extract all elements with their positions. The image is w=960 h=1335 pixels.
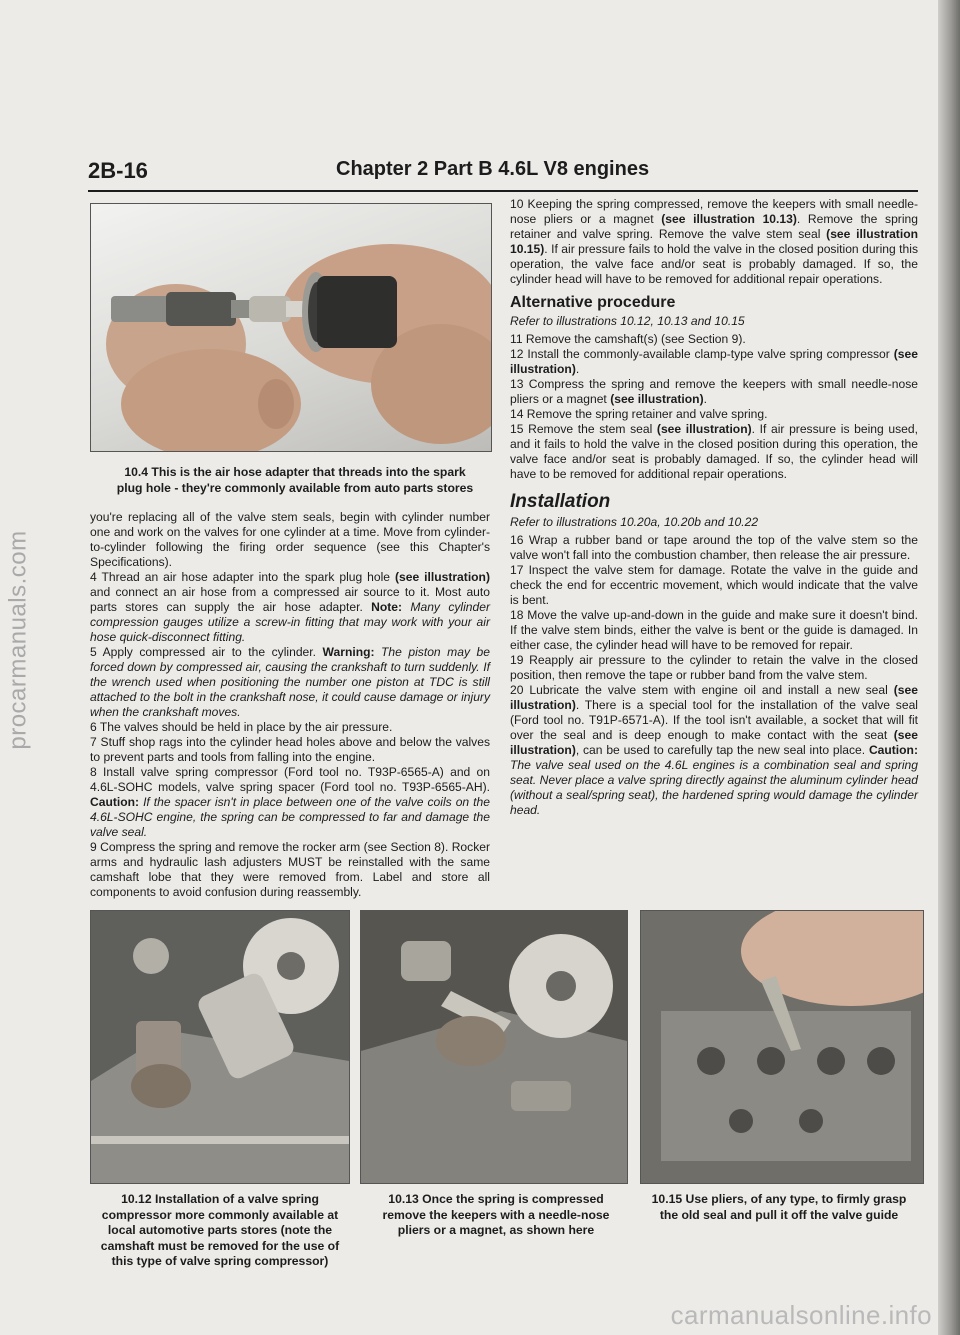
watermark-carmanualsonline: carmanualsonline.info	[670, 1300, 932, 1330]
see-illustration-link: (see illustration)	[510, 683, 918, 712]
right-column-text	[510, 197, 918, 818]
see-illustration-link: (see illustration)	[656, 422, 752, 436]
warning-label: Warning:	[322, 645, 375, 659]
paragraph-14: 14 Remove the spring retainer and valve spring.	[510, 407, 768, 421]
caption-fig-10-4: 10.4 This is the air hose adapter that threads into the spark plug hole - they're commonly available from auto parts stores	[116, 465, 474, 495]
paragraph-5: 5 Apply compressed air to the cylinder. Warning: The piston may be forced down by compressed air, causing the crankshaft to turn suddenly. If the wrench used when positioning the number one piston at TDC is still attached to the bolt in the crankshaft nose, it could cause damage or injury when the crankshaft moves.	[90, 645, 490, 719]
paragraph-10: 10 Keeping the spring compressed, remove the keepers with small needle-nose pliers or a magnet (see illustration 10.13). Remove the spring retainer and valve spring. Remove the valve stem seal (see illustration 10.15). If air pressure fails to hold the valve in the closed position during this operation, the valve face and/or seat is probably damaged. If so, the cylinder head will have to be removed for additional repair operations.	[510, 197, 918, 286]
reference-illustrations: Refer to illustrations 10.20a, 10.20b and 10.22	[510, 515, 759, 529]
paragraph-20: 20 Lubricate the valve stem with engine oil and install a new seal (see illustration). There is a special tool for the installation of the valve seal (Ford tool no. T91P-6571-A). If the tool isn't available, a socket that will fit over the seal and is deep enough to make contact with the seat (see illustration), can be used to carefully tap the new seal into place. Caution: The valve seal used on the 4.6L engines is a combination seal and spring seat. Never place a valve spring directly against the aluminum cylinder head (without a seal/spring seat), the hardened spring would damage the cylinder head.	[510, 683, 918, 817]
see-illustration-link: (see illustration 10.15)	[510, 227, 918, 256]
paragraph-19: 19 Reapply air pressure to the cylinder to retain the valve in the closed position, then remove the tape or rubber band from the valve stem.	[510, 653, 918, 682]
caption-fig-10-15: 10.15 Use pliers, of any type, to firmly grasp the old seal and pull it off the valve guide	[651, 1192, 907, 1222]
caption-fig-10-12: 10.12 Installation of a valve spring compressor more commonly available at local automotive parts stores (note the camshaft must be removed for the use of this type of valve spring compressor)	[100, 1192, 340, 1268]
caption-fig-10-13: 10.13 Once the spring is compressed remove the keepers with a needle-nose pliers or a magnet, as shown here	[382, 1192, 610, 1237]
paragraph-8: 8 Install valve spring compressor (Ford tool no. T93P-6565-A) and on 4.6L-SOHC models, valve spring spacer (Ford tool no. T93P-6565-AH). Caution: If the spacer isn't in place between one of the valve coils on the 4.6L-SOHC engine, the spring can be compressed to far and damage the valve seal.	[90, 765, 490, 839]
see-illustration-link: (see illustration)	[610, 392, 704, 406]
heading-alternative-procedure: Alternative procedure	[510, 294, 676, 311]
paragraph-6: 6 The valves should be held in place by the air pressure.	[90, 720, 393, 734]
photo-remove-keepers	[360, 910, 628, 1184]
see-illustration-link: (see illustration 10.13)	[661, 212, 797, 226]
paragraph-18: 18 Move the valve up-and-down in the guide and make sure it doesn't bind. If the valve stem binds, either the valve is bent or the guide is damaged. In either case, the cylinder head will have to be removed for repair.	[510, 608, 918, 652]
see-illustration-link: (see illustration)	[394, 570, 490, 584]
paragraph-4: 4 Thread an air hose adapter into the spark plug hole (see illustration) and connect an air hose from a compressed air source to it. Most auto parts stores can supply the air hose adapter. Note: Many cylinder compression gauges utilize a screw-in fitting that may work with your air hose quick-disconnect fitting.	[90, 570, 490, 644]
paragraph-15: 15 Remove the stem seal (see illustration). If air pressure is being used, and it fails to hold the valve in the closed position during this operation, the valve face and/or seat is probably damaged. If so, the cylinder head will have to be removed for additional repair operations.	[510, 422, 918, 481]
pull-old-seal-illustration	[641, 911, 923, 1183]
left-column-text	[90, 510, 490, 900]
watermark-procarmanuals: procarmanuals.com	[5, 530, 32, 750]
paragraph-7: 7 Stuff shop rags into the cylinder head holes above and below the valves to prevent parts and tools from falling into the engine.	[90, 735, 490, 764]
see-illustration-link: (see illustration)	[510, 347, 918, 376]
note-label: Note:	[371, 600, 403, 614]
see-illustration-link: (see illustration)	[510, 728, 918, 757]
caution-label: Caution:	[868, 743, 918, 757]
valve-spring-compressor-illustration	[91, 911, 349, 1183]
reference-illustrations: Refer to illustrations 10.12, 10.13 and 10.15	[510, 314, 745, 328]
paragraph-9: 9 Compress the spring and remove the rocker arm (see Section 8). Rocker arms and hydraulic lash adjusters MUST be reinstalled with the same camshaft lobe that they were removed from. Label and store all components to avoid confusion during reassembly.	[90, 840, 490, 899]
paragraph-11: 11 Remove the camshaft(s) (see Section 9).	[510, 332, 746, 346]
paragraph-16: 16 Wrap a rubber band or tape around the top of the valve stem so the valve won't fall into the combustion chamber, then release the air pressure.	[510, 533, 918, 562]
caution-label: Caution:	[90, 795, 140, 809]
remove-keepers-illustration	[361, 911, 627, 1183]
photo-pull-old-seal	[640, 910, 924, 1184]
paragraph-17: 17 Inspect the valve stem for damage. Rotate the valve in the guide and check the end for eccentric movement, which would indicate that the valve is bent.	[510, 563, 918, 607]
paragraph-12: 12 Install the commonly-available clamp-type valve spring compressor (see illustration).	[510, 347, 918, 376]
page-number: 2B-16	[88, 158, 148, 183]
air-hose-adapter-illustration	[91, 204, 491, 451]
heading-installation: Installation	[510, 491, 611, 512]
paragraph-intro: you're replacing all of the valve stem seals, begin with cylinder number one and work on the valves for one cylinder at a time. Move from cylinder-to-cylinder following the firing order sequence (see this Chapter's Specifications).	[90, 510, 490, 569]
photo-valve-spring-compressor	[90, 910, 350, 1184]
page-header	[88, 156, 918, 192]
paragraph-13: 13 Compress the spring and remove the keepers with small needle-nose pliers or a magnet (see illustration).	[510, 377, 918, 406]
photo-air-hose-adapter	[90, 203, 492, 452]
chapter-title: Chapter 2 Part B 4.6L V8 engines	[336, 158, 650, 180]
page-edge-shadow	[938, 0, 960, 1335]
